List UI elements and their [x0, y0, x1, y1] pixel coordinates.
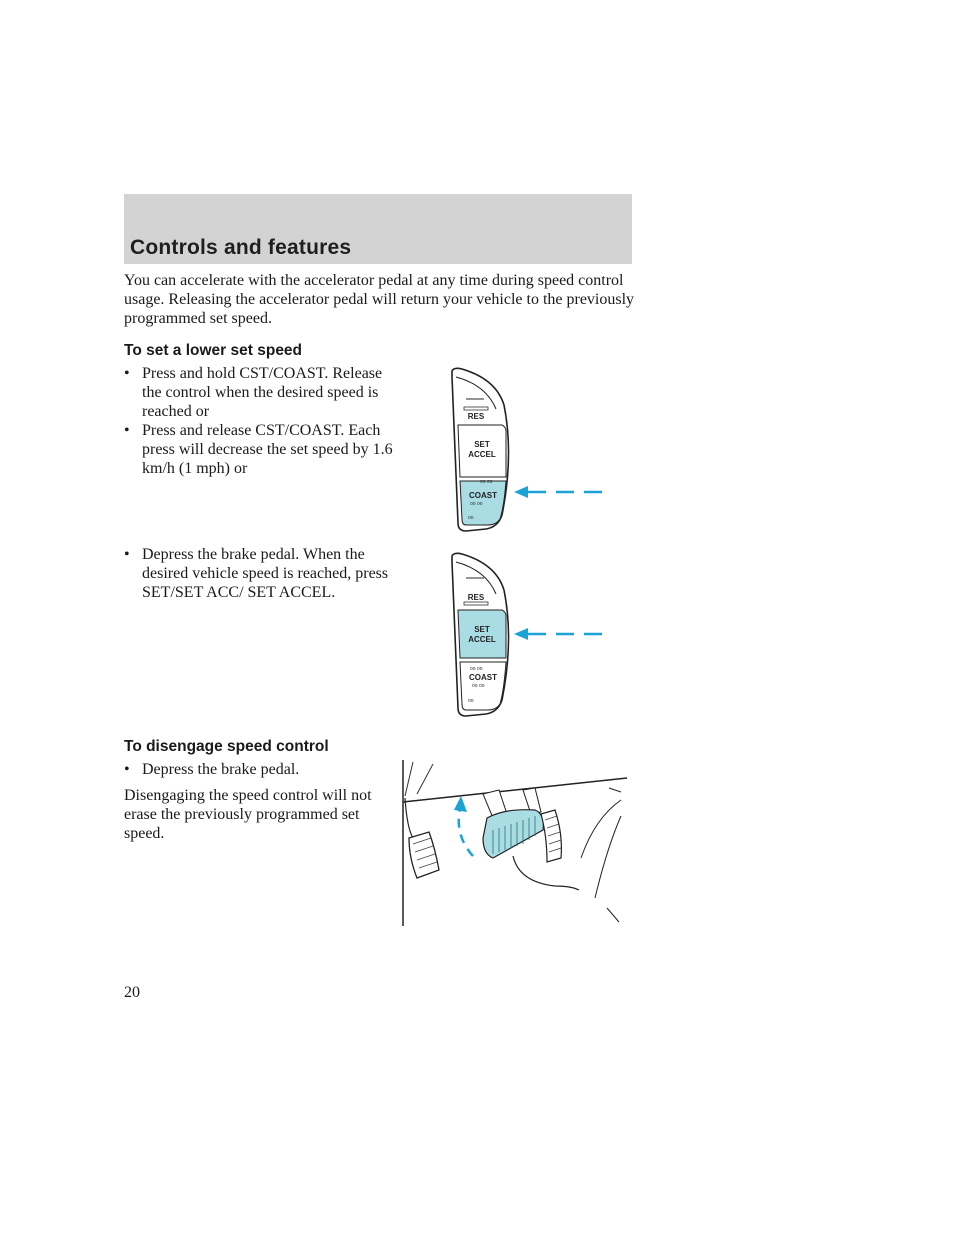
- dot-glyph: oo oo: [470, 666, 483, 672]
- coast-switch-illustration: [440, 365, 620, 535]
- arrow-head: [454, 796, 467, 812]
- bullet-item: [124, 760, 394, 779]
- bullet-item: [124, 545, 394, 602]
- accel-label: ACCEL: [468, 635, 496, 644]
- accel-label: ACCEL: [468, 450, 496, 459]
- bullet-text: Press and hold CST/COAST. Release the control when the desired speed is reached or: [142, 365, 383, 420]
- set-accel-switch-illustration: [440, 550, 620, 720]
- header-band: [124, 194, 632, 264]
- brake-pedal-illustration: [395, 758, 635, 928]
- dot-glyph: oo: [468, 698, 474, 704]
- heading-disengage: To disengage speed control: [124, 738, 329, 755]
- arrow-head: [514, 486, 528, 498]
- dot-glyph: oo: [468, 515, 474, 521]
- bullet-dot: •: [124, 422, 130, 439]
- dot-glyph: oo oo: [472, 683, 485, 689]
- disengage-note: Disengaging the speed control will not erase the previously programmed set speed.: [124, 787, 372, 842]
- section-title: Controls and features: [130, 236, 352, 259]
- heading-lower-set-speed: To set a lower set speed: [124, 342, 303, 359]
- dot-glyph: oo oo: [470, 501, 483, 507]
- bullet-dot: •: [124, 546, 130, 563]
- coast-label: COAST: [469, 673, 497, 682]
- bullet-text: Press and release CST/COAST. Each press will decrease the set speed by 1.6 km/h (1 mph) or: [142, 422, 393, 477]
- dot-glyph: oo oo: [480, 479, 493, 485]
- res-label: RES: [467, 593, 485, 602]
- bullet-item: [124, 364, 394, 421]
- intro-paragraph: You can accelerate with the accelerator pedal at any time during speed control usage. Releasing the accelerator pedal will return your vehicle to the previously programmed set speed.: [124, 272, 635, 327]
- res-label: RES: [467, 412, 485, 421]
- bullet-item: [124, 421, 394, 478]
- coast-label: COAST: [469, 491, 497, 500]
- arrow-head: [514, 628, 528, 640]
- bullet-dot: •: [124, 761, 130, 778]
- bullet-dot: •: [124, 365, 130, 382]
- set-label: SET: [474, 625, 490, 634]
- bullet-text: Depress the brake pedal.: [142, 761, 300, 778]
- page-number: 20: [124, 984, 140, 1001]
- bullet-text: Depress the brake pedal. When the desired vehicle speed is reached, press SET/SET ACC/ SET ACCEL.: [142, 546, 389, 601]
- set-label: SET: [474, 440, 490, 449]
